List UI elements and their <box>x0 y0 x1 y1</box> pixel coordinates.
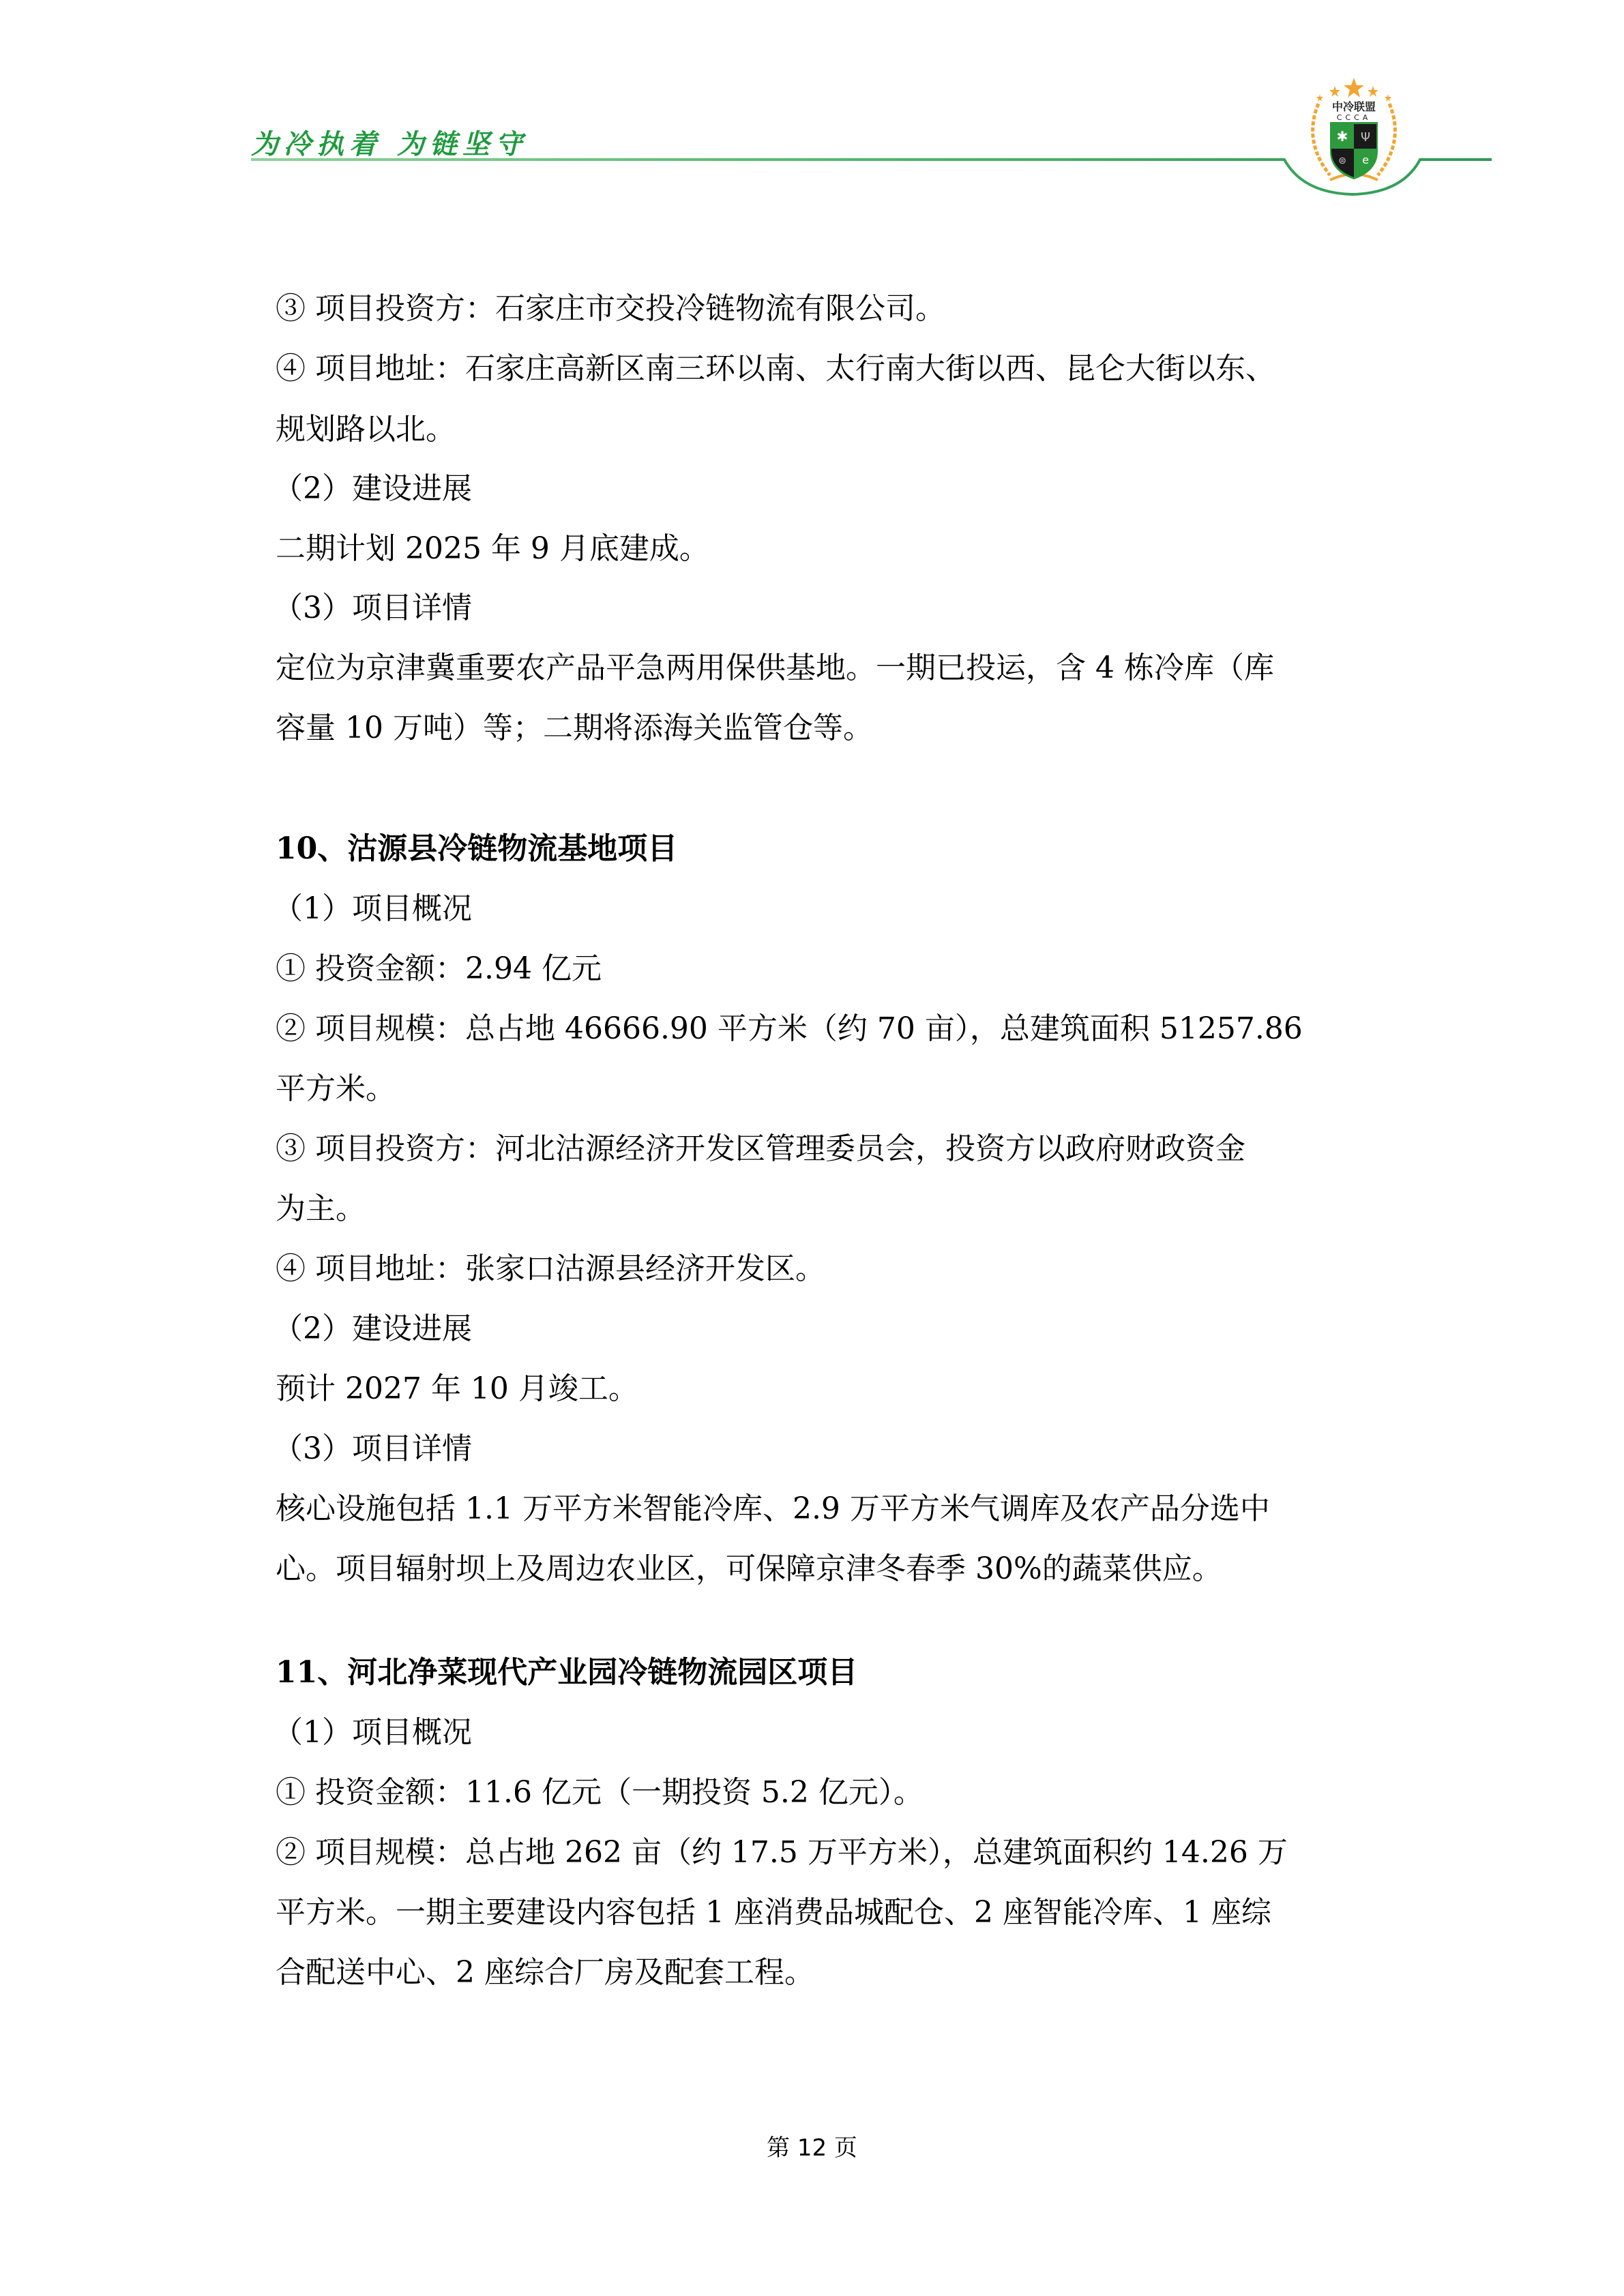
paragraph-line: ③ 项目投资方：石家庄市交投冷链物流有限公司。 <box>276 291 945 326</box>
paragraph-line: 二期计划 2025 年 9 月底建成。 <box>276 531 709 566</box>
svg-text:✱: ✱ <box>1336 128 1348 145</box>
paragraph-line: ① 投资金额：11.6 亿元（一期投资 5.2 亿元）。 <box>276 1775 924 1810</box>
paragraph-line: 容量 10 万吨）等；二期将添海关监管仓等。 <box>276 711 873 745</box>
paragraph-line: 预计 2027 年 10 月竣工。 <box>276 1371 638 1406</box>
subsection-heading: （1）项目概况 <box>273 891 472 926</box>
svg-text:中冷联盟: 中冷联盟 <box>1331 100 1376 113</box>
shield-icon <box>1331 123 1377 179</box>
paragraph-line: 心。项目辐射坝上及周边农业区，可保障京津冬春季 30%的蔬菜供应。 <box>276 1551 1222 1586</box>
paragraph-line: 为主。 <box>276 1191 366 1226</box>
subsection-heading: （3）项目详情 <box>273 591 472 625</box>
paragraph-line: 规划路以北。 <box>276 412 456 447</box>
subsection-heading: （2）建设进展 <box>273 471 472 506</box>
page-header <box>0 0 1624 218</box>
paragraph-line: 核心设施包括 1.1 万平方米智能冷库、2.9 万平方米气调库及农产品分选中 <box>276 1491 1270 1526</box>
paragraph-line: ② 项目规模：总占地 46666.90 平方米（约 70 亩），总建筑面积 51257.86 <box>276 1011 1303 1046</box>
paragraph-line: 平方米。 <box>276 1071 396 1106</box>
svg-text:CCCA: CCCA <box>1336 113 1372 122</box>
ccca-logo <box>1299 76 1408 192</box>
svg-text:e: e <box>1362 153 1369 166</box>
paragraph-line: 定位为京津冀重要农产品平急两用保供基地。一期已投运，含 4 栋冷库（库 <box>276 651 1274 685</box>
paragraph-line: ④ 项目地址：石家庄高新区南三环以南、太行南大街以西、昆仑大街以东、 <box>276 351 1275 386</box>
section-heading: 11、河北净菜现代产业园冷链物流园区项目 <box>276 1655 858 1690</box>
svg-text:⊜: ⊜ <box>1338 155 1346 166</box>
paragraph-line: ① 投资金额：2.94 亿元 <box>276 951 602 986</box>
paragraph-line: 合配送中心、2 座综合厂房及配套工程。 <box>276 1955 814 1990</box>
subsection-heading: （1）项目概况 <box>273 1715 472 1750</box>
subsection-heading: （2）建设进展 <box>273 1311 472 1346</box>
subsection-heading: （3）项目详情 <box>273 1431 472 1466</box>
paragraph-line: ② 项目规模：总占地 262 亩（约 17.5 万平方米），总建筑面积约 14.26 万 <box>276 1835 1288 1870</box>
star-icons <box>1316 78 1391 102</box>
section-heading: 10、沽源县冷链物流基地项目 <box>276 831 678 866</box>
svg-text:Ψ: Ψ <box>1360 130 1371 145</box>
paragraph-line: 平方米。一期主要建设内容包括 1 座消费品城配仓、2 座智能冷库、1 座综 <box>276 1895 1271 1930</box>
paragraph-line: ③ 项目投资方：河北沽源经济开发区管理委员会，投资方以政府财政资金 <box>276 1131 1245 1166</box>
header-slogan: 为冷执着 为链坚守 <box>251 128 528 160</box>
paragraph-line: ④ 项目地址：张家口沽源县经济开发区。 <box>276 1251 825 1286</box>
page-number: 第 12 页 <box>767 2134 857 2162</box>
